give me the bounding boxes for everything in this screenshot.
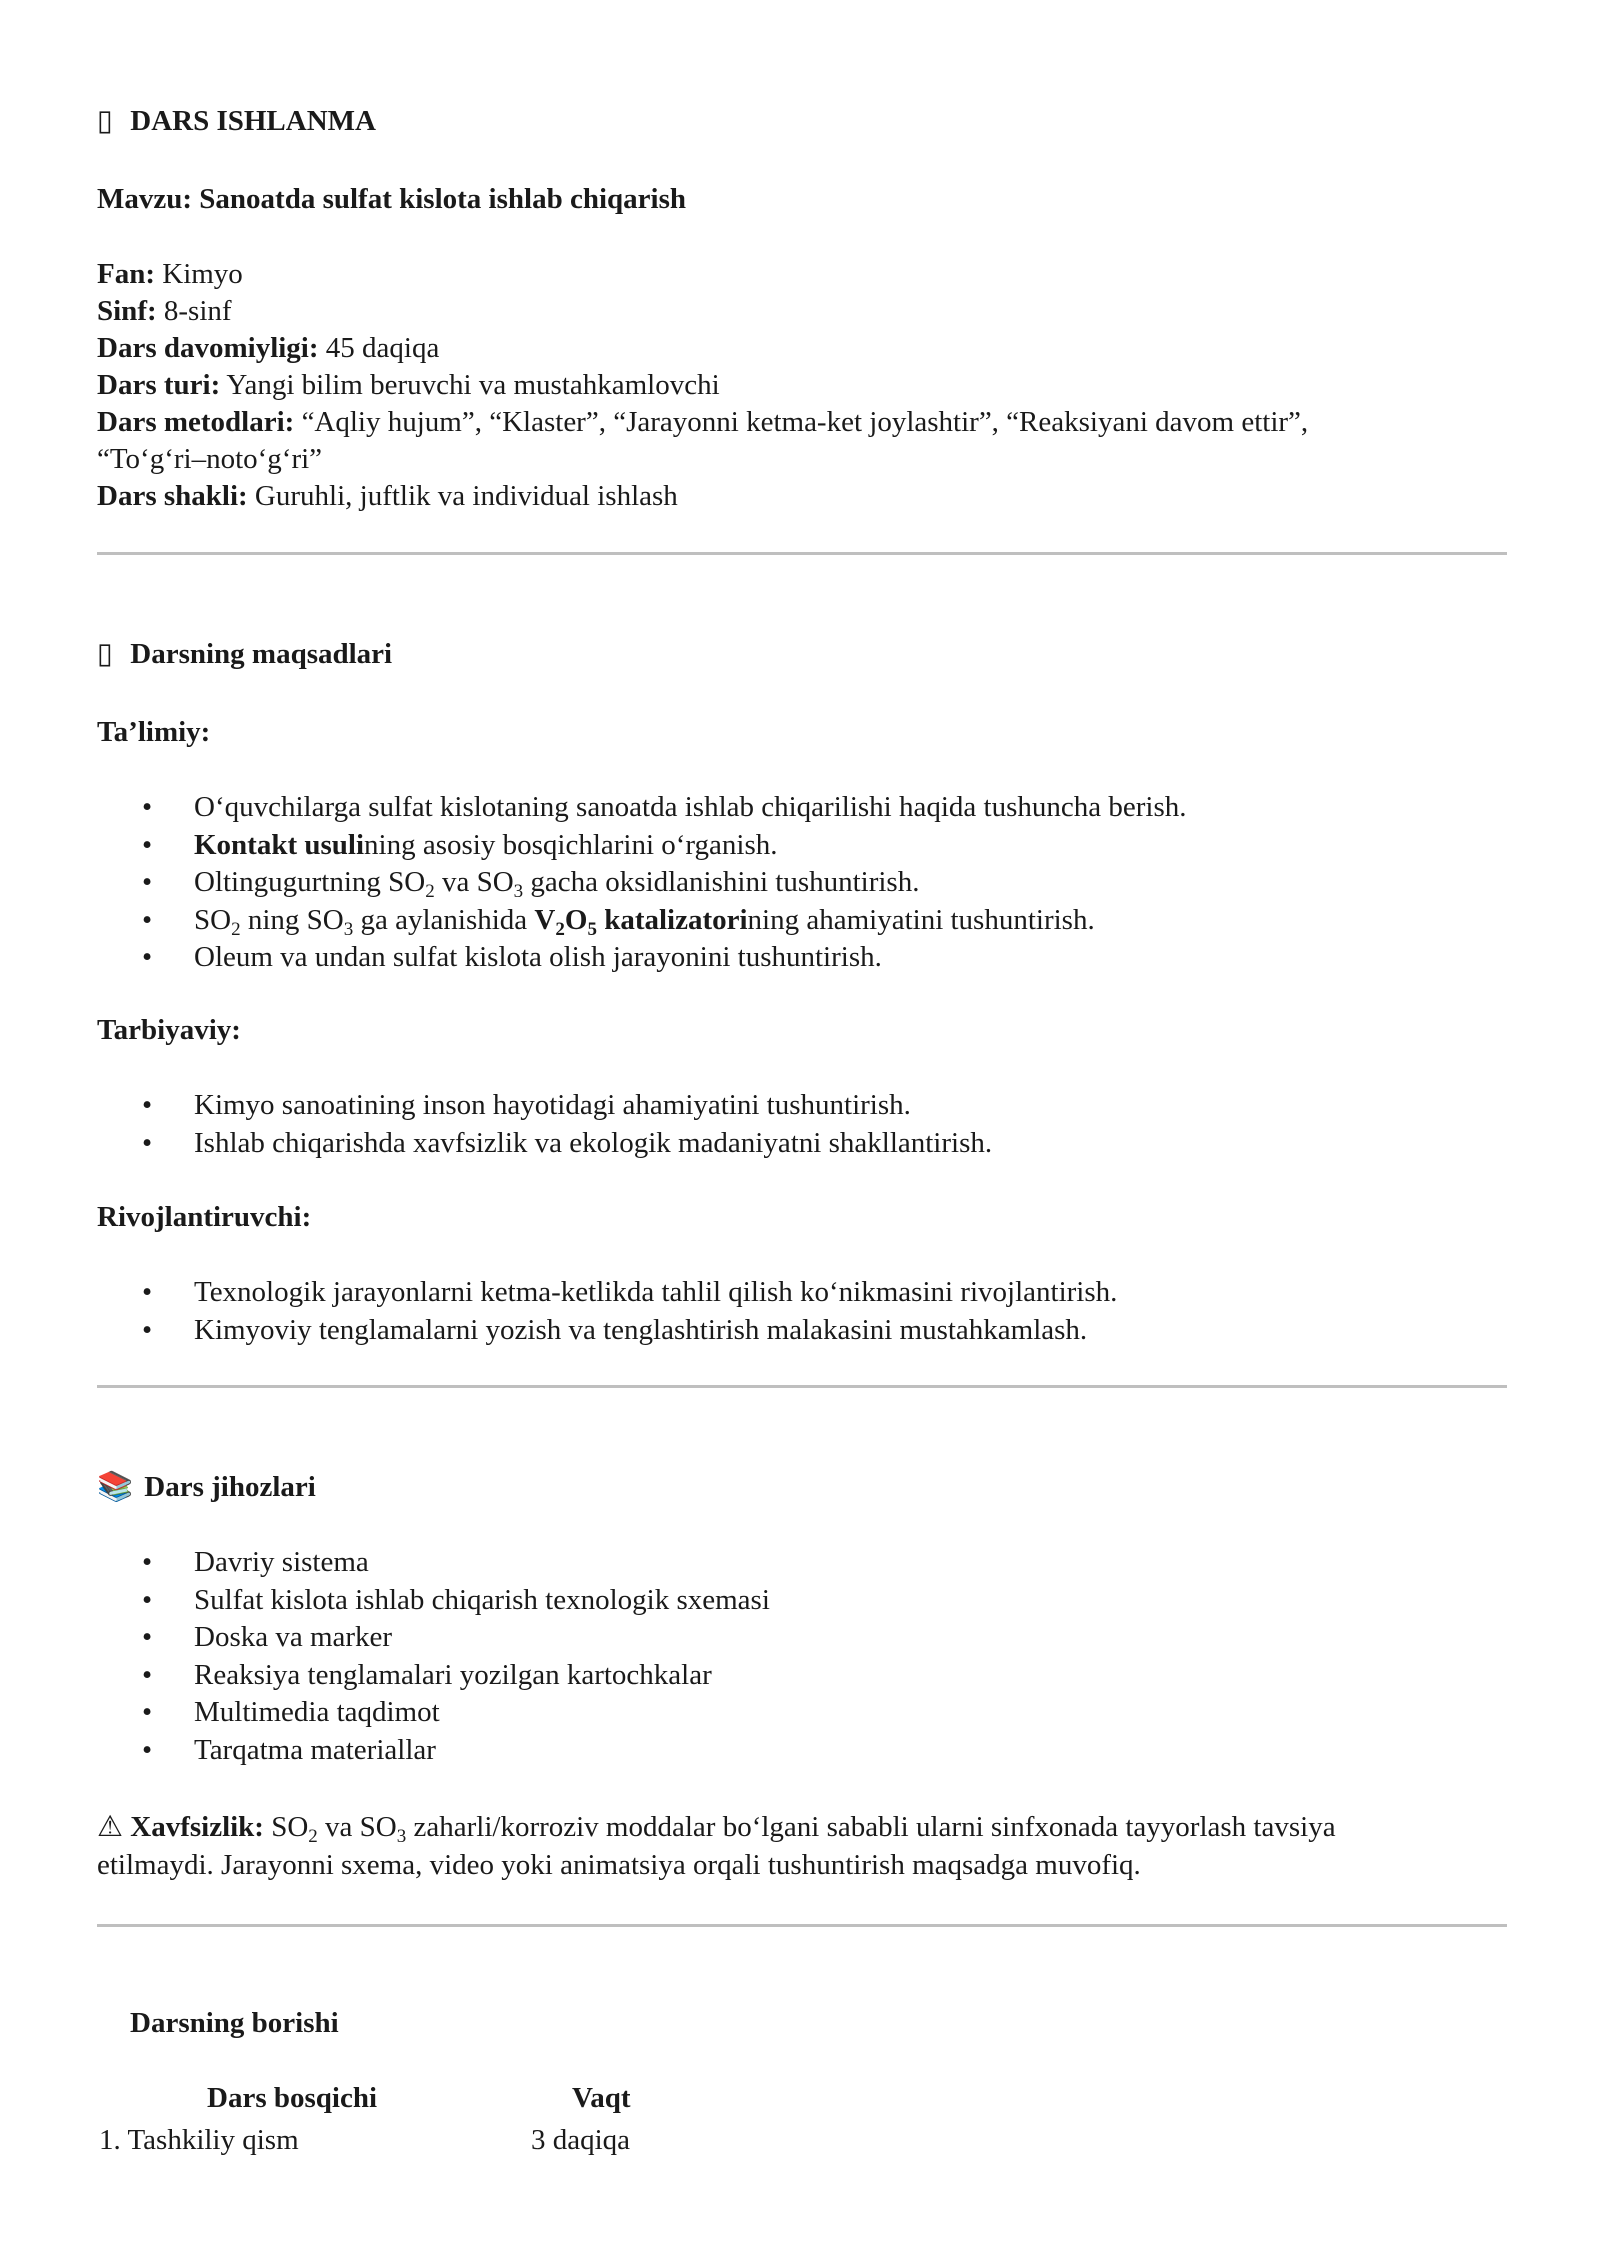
info-subject xyxy=(97,256,243,293)
equipment-heading xyxy=(97,1469,316,1506)
list-item: • O‘quvchilarga sulfat kislotaning sanoatda ishlab chiqarilishi haqida tushuncha berish. xyxy=(142,791,1187,823)
list-item: • Doska va marker xyxy=(142,1621,393,1653)
educational-heading: Ta’limiy: xyxy=(97,716,211,748)
list-item: • Multimedia taqdimot xyxy=(142,1696,440,1728)
methods-value: “Aqliy hujum”, “Klaster”, “Jarayonni ketma-ket joylashtir”, “Reaksiyani davom ettir”, xyxy=(301,406,1309,438)
grade-label: Sinf: xyxy=(97,295,157,327)
info-type xyxy=(97,367,720,404)
list-item: • Texnologik jarayonlarni ketma-ketlikda tahlil qilish ko‘nikmasini rivojlantirish. xyxy=(142,1276,1118,1308)
subject-label: Fan: xyxy=(97,258,155,290)
grade-value: 8-sinf xyxy=(163,295,232,327)
document-title xyxy=(97,103,376,140)
educational-list xyxy=(97,789,1187,977)
type-label: Dars turi: xyxy=(97,369,221,401)
form-label: Dars shakli: xyxy=(97,480,248,512)
divider xyxy=(97,1385,1507,1388)
list-item: • Sulfat kislota ishlab chiqarish texnologik sxemasi xyxy=(142,1583,770,1616)
warning-icon: ⚠ xyxy=(97,1811,123,1843)
goals-icon: ▯ xyxy=(97,638,113,670)
upbringing-list xyxy=(97,1087,992,1162)
info-methods-cont xyxy=(97,441,322,478)
duration-value: 45 daqiqa xyxy=(325,332,440,364)
info-form xyxy=(97,478,678,515)
list-item: • Davriy sistema xyxy=(142,1546,369,1578)
list-item: • $SO_2$ ning $SO_3$ ga aylanishida $V_2O_5$ katalizatorining ahamiyatini tushuntirish. xyxy=(142,903,1095,940)
equipment-title: Dars jihozlari xyxy=(144,1471,316,1503)
upbringing-heading: Tarbiyaviy: xyxy=(97,1014,241,1046)
developmental-heading: Rivojlantiruvchi: xyxy=(97,1201,312,1233)
topic-value: Sanoatda sulfat kislota ishlab chiqarish xyxy=(199,183,686,215)
table-row-stage: 1. Tashkiliy qism xyxy=(99,2124,299,2156)
duration-label: Dars davomiyligi: xyxy=(97,332,319,364)
table-header-time: Vaqt xyxy=(572,2082,631,2114)
info-grade xyxy=(97,293,232,330)
methods-value-cont: “To‘g‘ri–noto‘g‘ri” xyxy=(97,443,323,475)
list-item: • Ishlab chiqarishda xavfsizlik va ekologik madaniyatni shakllantirish. xyxy=(142,1126,993,1159)
table-row-time: 3 daqiqa xyxy=(531,2124,631,2156)
list-item: • Kimyo sanoatining inson hayotidagi ahamiyatini tushuntirish. xyxy=(142,1089,911,1121)
document-icon: ▯ xyxy=(97,105,113,137)
list-item: • Oltingugurtning $SO_2$ va $SO_3$ gacha oksidlanishini tushuntirish. xyxy=(142,866,920,902)
document-title-text: DARS ISHLANMA xyxy=(130,105,376,137)
divider xyxy=(97,1924,1507,1927)
methods-label: Dars metodlari: xyxy=(97,406,295,438)
info-duration xyxy=(97,330,439,367)
safety-note: ⚠ Xavfsizlik: $SO_2$ va $SO_3$ zaharli/korroziv moddalar bo‘lgani sababli ularni sinfxonada tayyorlash tavsiya xyxy=(97,1811,1336,1847)
list-item: • Oleum va undan sulfat kislota olish jarayonini tushuntirish. xyxy=(142,941,882,973)
safety-note-cont: etilmaydi. Jarayonni sxema, video yoki animatsiya orqali tushuntirish maqsadga muvofiq. xyxy=(97,1849,1141,1881)
list-item: • Kimyoviy tenglamalarni yozish va tenglashtirish malakasini mustahkamlash. xyxy=(142,1313,1088,1346)
subject-value: Kimyo xyxy=(162,258,243,290)
topic-line xyxy=(97,181,686,218)
list-item: • Kontakt usulining asosiy bosqichlarini o‘rganish. xyxy=(142,828,778,861)
developmental-list xyxy=(97,1274,1117,1349)
divider xyxy=(97,552,1507,555)
info-methods xyxy=(97,404,1308,441)
topic-label: Mavzu: xyxy=(97,183,193,215)
form-value: Guruhli, juftlik va individual ishlash xyxy=(254,480,678,512)
list-item: • Tarqatma materiallar xyxy=(142,1733,436,1766)
progress-heading: Darsning borishi xyxy=(130,2007,339,2039)
books-icon: 📚 xyxy=(97,1471,134,1503)
type-value: Yangi bilim beruvchi va mustahkamlovchi xyxy=(226,369,720,401)
goals-heading xyxy=(97,636,392,673)
safety-label: Xavfsizlik: xyxy=(130,1811,264,1843)
list-item: • Reaksiya tenglamalari yozilgan kartochkalar xyxy=(142,1658,712,1691)
table-header-stage: Dars bosqichi xyxy=(207,2082,378,2114)
equipment-list xyxy=(97,1544,770,1769)
goals-title: Darsning maqsadlari xyxy=(130,638,393,670)
